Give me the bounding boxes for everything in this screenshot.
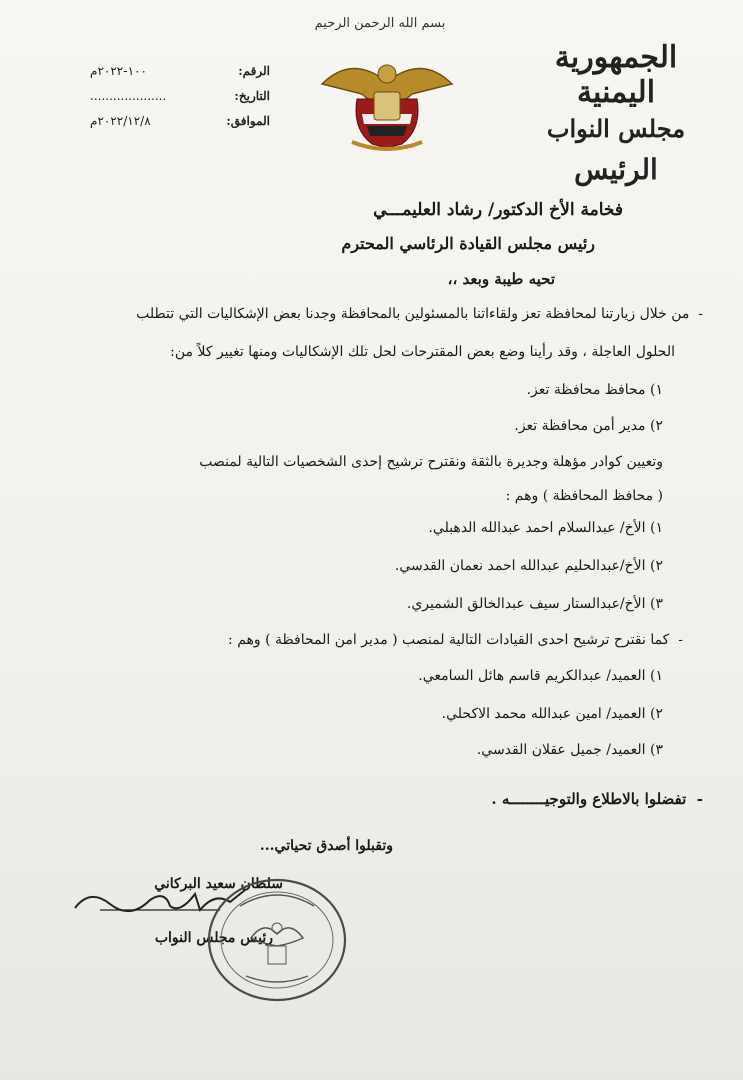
bullet-dash: - [669,632,683,648]
letterhead [511,40,721,186]
security-candidate: ٣) العميد/ جميل عقلان القدسي. [476,742,663,758]
reference-block [90,58,270,133]
country-line: الجمهورية اليمنية [554,40,678,110]
bullet-dash: - [686,790,703,808]
security-candidate: ٢) العميد/ امين عبدالله محمد الاكحلي. [441,706,663,722]
governor-candidate: ١) الأخ/ عبدالسلام احمد عبدالله الدهبلي. [428,520,663,536]
yemen-eagle-emblem-icon [312,44,462,154]
ref-value: ١٠٠-٢٠٢٢م [90,63,147,78]
signer-name: سلطان سعيد البركاني [154,876,283,892]
paragraph-1-line-2: الحلول العاجلة ، وقد رأينا وضع بعض المقترحات لحل تلك الإشكاليات ومنها تغيير كلاً من: [170,344,675,360]
change-item: ١) محافظ محافظة تعز. [526,382,663,398]
signer-title: رئيس مجلس النواب [154,930,273,946]
office-line: الرئيس [574,153,658,186]
security-candidate: ١) العميد/ عبدالكريم قاسم هائل السامعي. [418,668,663,684]
corresponding-date-value: ٢٠٢٢/١٢/٨م [90,113,151,128]
bullet-dash: - [689,306,703,322]
regards-line: وتقبلوا أصدق تحياتي... [259,838,393,854]
paragraph-1-line-1: - من خلال زيارتنا لمحافظة تعز ولقاءاتنا بالمسئولين بالمحافظة وجدنا بعض الإشكاليات التي تتطلب [136,306,703,322]
date-value: .................... [90,88,167,103]
date-label: التاريخ: [234,88,270,103]
greeting: تحيه طيبة وبعد ،، [447,270,555,288]
governor-candidate: ٣) الأخ/عبدالستار سيف عبدالخالق الشميري. [406,596,663,612]
addressee: فخامة الأخ الدكتور/ رشاد العليمـــي [373,200,623,220]
corresponding-date-label: الموافق: [226,113,270,128]
paragraph-3: - كما نقترح ترشيح احدى القيادات التالية لمنصب ( مدير امن المحافظة ) وهم : [228,632,683,648]
council-line: مجلس النواب [546,114,686,143]
change-item: ٢) مدير أمن محافظة تعز. [514,418,663,434]
addressee-title: رئيس مجلس القيادة الرئاسي المحترم [341,234,595,253]
governor-candidate: ٢) الأخ/عبدالحليم عبدالله احمد نعمان القدسي. [394,558,663,574]
paragraph-2-line-2: ( محافظ المحافظة ) وهم : [505,488,663,504]
paragraph-2-line-1: وتعيين كوادر مؤهلة وجديرة بالثقة ونقترح ترشيح إحدى الشخصيات التالية لمنصب [199,454,663,470]
basmala-calligraphy: بسم الله الرحمن الرحيم [314,16,446,31]
official-seal-icon [206,876,348,1004]
closing-request: - تفضلوا بالاطلاع والتوجيــــــــه . [491,790,703,808]
ref-label: الرقم: [238,63,270,78]
